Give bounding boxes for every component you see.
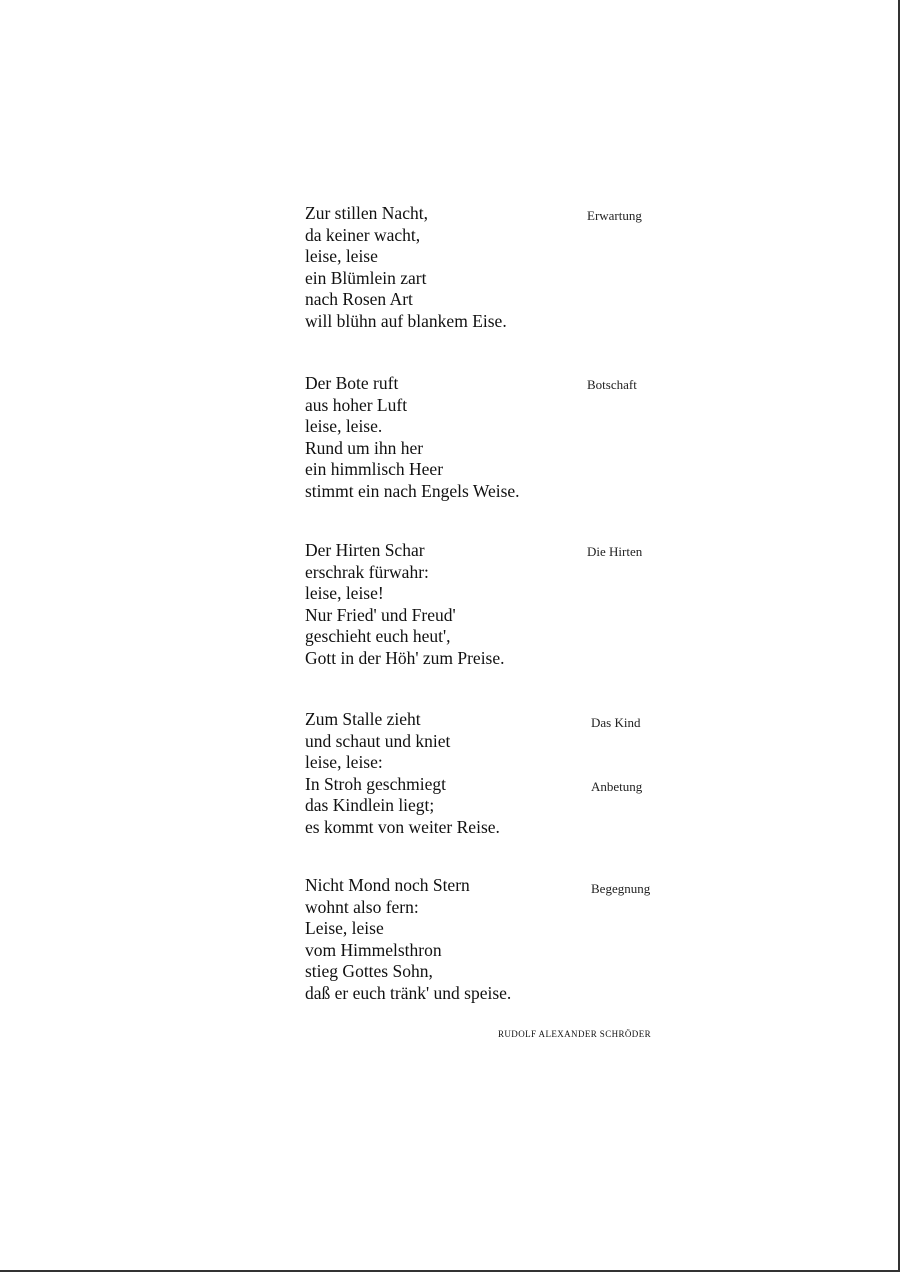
poem-line: Zum Stalle zieht <box>305 709 421 729</box>
poem-line: Rund um ihn her <box>305 437 424 458</box>
poem-line: In Stroh geschmiegt <box>305 773 446 794</box>
poem-line: will blühn auf blankem Eise. <box>305 310 507 331</box>
poem-line: und schaut und kniet <box>305 730 451 751</box>
poem-line: leise, leise. <box>305 416 383 437</box>
poem-line: daß er euch tränk' und speise. <box>305 982 512 1003</box>
poem-line: aus hoher Luft <box>305 394 408 415</box>
poem-line: es kommt von weiter Reise. <box>305 816 500 837</box>
poem-line: leise, leise <box>305 246 378 267</box>
marginal-note: Die Hirten <box>587 544 643 559</box>
poem-line: Zur stillen Nacht, <box>305 203 428 223</box>
poem-line: ein Blümlein zart <box>305 267 427 288</box>
author-name: RUDOLF ALEXANDER SCHRÖDER <box>498 1029 652 1039</box>
marginal-note: Anbetung <box>591 779 643 794</box>
poem-line: Nur Fried' und Freud' <box>305 604 456 625</box>
marginal-note: Erwartung <box>587 208 642 223</box>
marginal-note: Das Kind <box>591 715 641 730</box>
poem-line: das Kindlein liegt; <box>305 795 435 816</box>
poem-line: nach Rosen Art <box>305 289 413 310</box>
stanza-lines <box>305 203 585 333</box>
poem-line: Der Hirten Schar <box>305 540 425 560</box>
poem-line: Nicht Mond noch Stern <box>305 875 470 895</box>
poem-line: vom Himmelsthron <box>305 939 442 960</box>
poem-line: Leise, leise <box>305 918 384 939</box>
poem-line: da keiner wacht, <box>305 224 421 245</box>
poem-line: Der Bote ruft <box>305 373 399 393</box>
poem-line: leise, leise! <box>305 583 384 604</box>
poem-line: geschieht euch heut', <box>305 626 451 647</box>
stanza-lines <box>305 709 585 839</box>
poem-line: ein himmlisch Heer <box>305 459 444 480</box>
poem-line: Gott in der Höh' zum Preise. <box>305 647 505 668</box>
marginal-note: Begegnung <box>591 881 651 896</box>
poem-line: wohnt also fern: <box>305 896 419 917</box>
stanza-lines <box>305 540 585 670</box>
poem-line: stieg Gottes Sohn, <box>305 961 433 982</box>
poem-line: stimmt ein nach Engels Weise. <box>305 480 520 501</box>
poem-line: erschrak fürwahr: <box>305 561 429 582</box>
marginal-note: Botschaft <box>587 377 637 392</box>
stanza-lines <box>305 875 585 1005</box>
poem-line: leise, leise: <box>305 752 383 773</box>
stanza-lines <box>305 373 585 503</box>
